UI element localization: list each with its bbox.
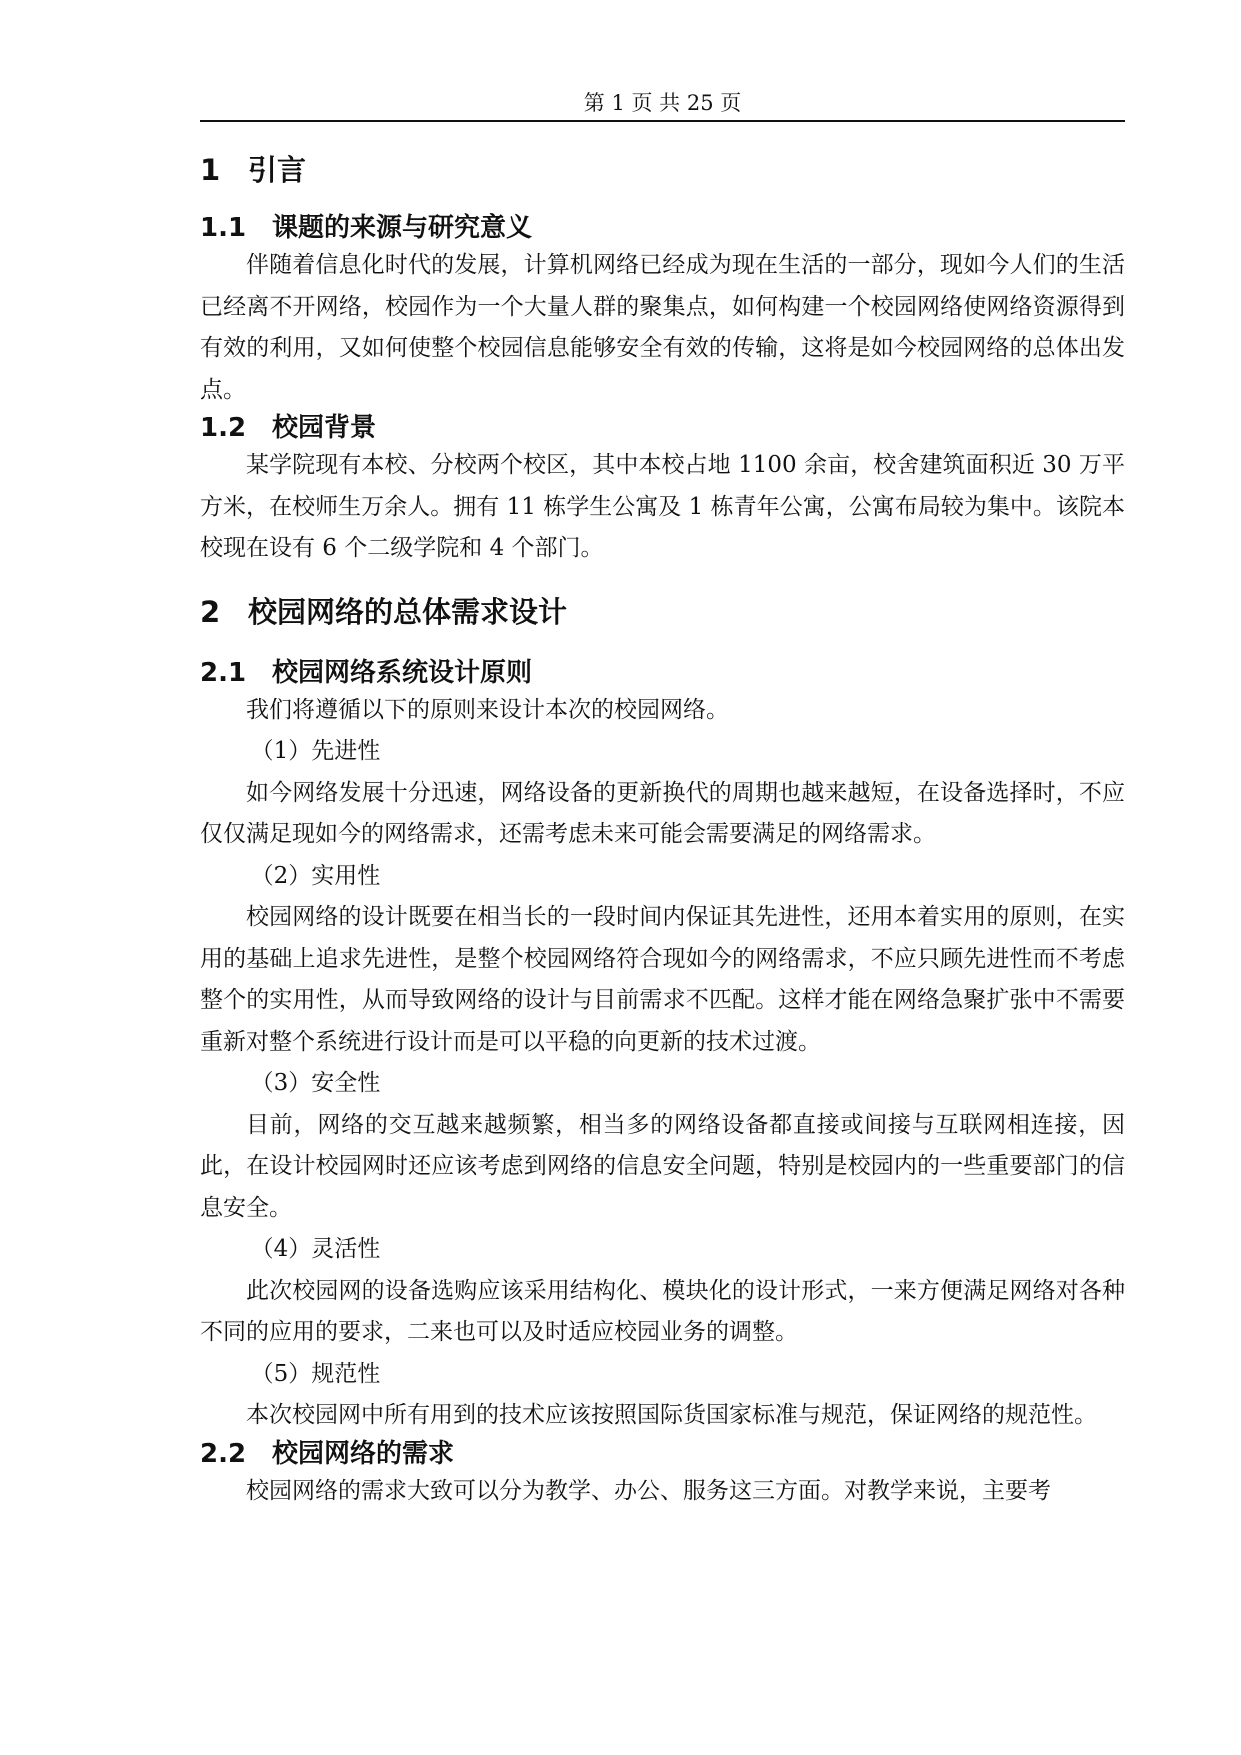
heading-section-1 [200,152,1125,188]
heading-section-2-2 [200,1437,1125,1471]
heading-number: 1 [200,153,221,187]
principle-label: （3）安全性 [250,1070,381,1096]
page-content [200,152,1125,1512]
page-label: 第 1 页 共 25 页 [583,91,742,115]
principle-label: （2）实用性 [250,862,381,889]
heading-title: 校园背景 [272,413,377,443]
heading-title: 课题的来源与研究意义 [272,213,533,243]
paragraph: 校园网络的需求大致可以分为教学、办公、服务这三方面。对教学来说，主要考 [246,1477,1051,1504]
heading-title: 校园网络系统设计原则 [272,657,533,688]
heading-number: 2.2 [200,1438,247,1469]
heading-section-1-2 [200,411,1125,445]
principle-label: （5）规范性 [250,1360,381,1387]
principle-text: 校园网络的设计既要在相当长的一段时间内保证其先进性，还用本着实用的原则，在实用的基础上追求先进性，是整个校园网络符合现如今的网络需求，不应只顾先进性而不考虑整个的实用性，从而导致网络的设计与目前需求不匹配。这样才能在网络急聚扩张中不需要重新对整个系统进行设计而是可以平稳的向更新的技术过渡。 [200,904,1125,1055]
heading-number: 2.1 [200,657,247,688]
principle-text: 目前，网络的交互越来越频繁，相当多的网络设备都直接或间接与互联网相连接，因此，在设计校园网时还应该考虑到网络的信息安全问题，特别是校园内的一些重要部门的信息安全。 [200,1111,1125,1221]
paragraph: 某学院现有本校、分校两个校区，其中本校占地 1100 余亩，校舍建筑面积近 30 万平方米，在校师生万余人。拥有 11 栋学生公寓及 1 栋青年公寓，公寓布局较为集中。该院本校现在设有 6 个二级学院和 4 个部门。 [200,452,1125,561]
principle-text: 此次校园网的设备选购应该采用结构化、模块化的设计形式，一来方便满足网络对各种不同的应用的要求，二来也可以及时适应校园业务的调整。 [200,1277,1125,1345]
principle-label: （1）先进性 [250,738,381,764]
paragraph: 伴随着信息化时代的发展，计算机网络已经成为现在生活的一部分，现如今人们的生活已经离不开网络，校园作为一个大量人群的聚集点，如何构建一个校园网络使网络资源得到有效的利用，又如何使整个校园信息能够安全有效的传输，这将是如今校园网络的总体出发点。 [200,252,1125,403]
heading-title: 引言 [248,153,307,187]
heading-number: 2 [200,594,221,629]
page-number-header [200,86,1125,122]
principle-label: （4）灵活性 [250,1236,381,1262]
heading-number: 1.2 [200,413,247,443]
heading-title: 校园网络的总体需求设计 [248,594,568,629]
principle-text: 如今网络发展十分迅速，网络设备的更新换代的周期也越来越短，在设备选择时，不应仅仅满足现如今的网络需求，还需考虑未来可能会需要满足的网络需求。 [200,779,1125,847]
paragraph: 我们将遵循以下的原则来设计本次的校园网络。 [246,696,729,723]
heading-section-1-1 [200,211,1125,245]
heading-section-2 [200,594,1125,630]
heading-title: 校园网络的需求 [272,1438,455,1469]
heading-section-2-1 [200,656,1125,690]
heading-number: 1.1 [200,213,247,243]
principle-text: 本次校园网中所有用到的技术应该按照国际货国家标准与规范，保证网络的规范性。 [246,1402,1097,1428]
